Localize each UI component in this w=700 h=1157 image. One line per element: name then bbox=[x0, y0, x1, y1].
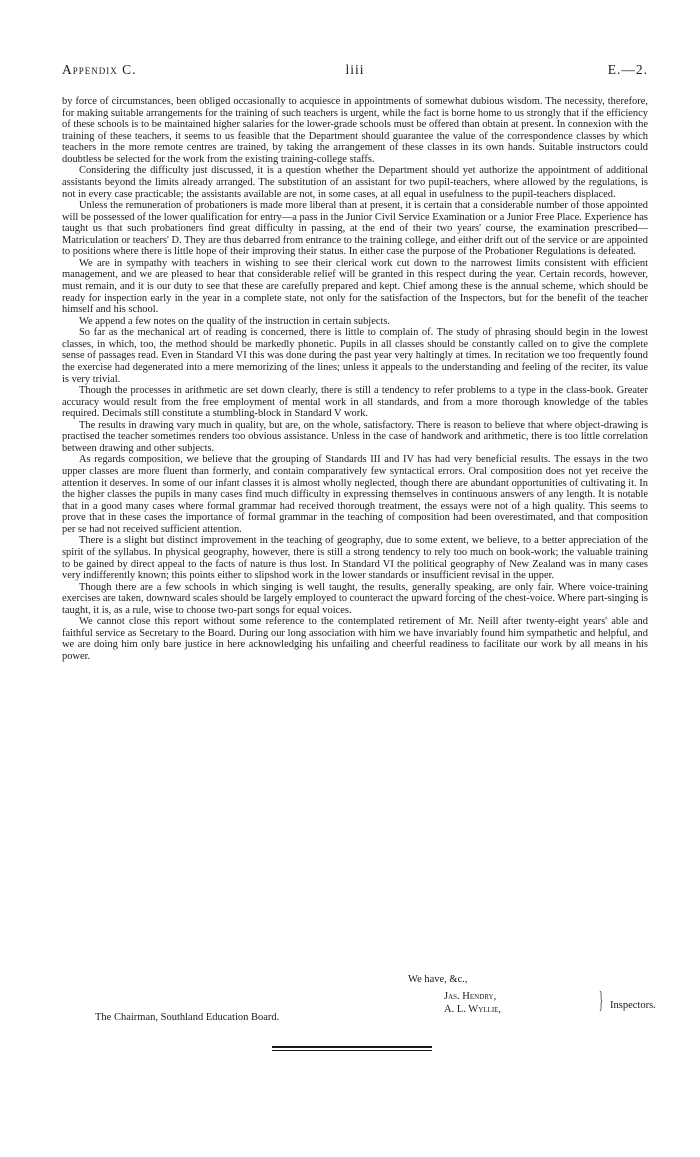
signature-block bbox=[444, 990, 501, 1016]
paragraph: Though there are a few schools in which singing is well taught, the results, generally speaking, are only fair. Where voice-training exercises are taken, downward scales should be largely employed to counteract the upward forcing of the chest-voice. Where part-singing is taught, it is, as a rule, wise to choose two-part songs for equal voices. bbox=[62, 581, 648, 616]
paragraph: We are in sympathy with teachers in wishing to see their clerical work cut down to the narrowest limits consistent with efficient management, and we are pleased to hear that considerable relief will be granted in this respect during the year. Certain records, however, must remain, and it is our duty to see that these are carefully prepared and kept. Chief among these is the annual scheme, which should be ready for inspection early in the year in a complete state, not only for the satisfaction of the Inspectors, but for the benefit of the teacher himself and his school. bbox=[62, 257, 648, 316]
addressee: The Chairman, Southland Education Board. bbox=[95, 1012, 280, 1023]
paragraph: The results in drawing vary much in quality, but are, on the whole, satisfactory. There is reason to believe that where object-drawing is practised the teacher sometimes renders too obvious assistance. Unless in the case of handwork and arithmetic, there is too little correlation between drawing and other subjects. bbox=[62, 419, 648, 454]
end-rule bbox=[272, 1050, 432, 1051]
paragraph: Considering the difficulty just discussed, it is a question whether the Department should yet authorize the appointment of additional assistants beyond the limits already arranged. The substitution of an assistant for two pupil-teachers, where allowed by the regulations, is not in every case practicable; the assistants available are not, in some cases, at all equal in usefulness to the pupil-teachers displaced. bbox=[62, 165, 648, 200]
brace-icon: } bbox=[599, 988, 604, 1014]
paragraph: We cannot close this report without some reference to the contemplated retirement of Mr. Neill after twenty-eight years' able and faithful service as Secretary to the Board. During our long association with him we have invariably found him sympathetic and helpful, and we are doing him only bare justice in here acknowledging his unfailing and cheerful readiness to facilitate our work by all means in his power. bbox=[62, 616, 648, 662]
end-rule bbox=[272, 1046, 432, 1048]
document-code: E.—2. bbox=[607, 62, 648, 77]
signatory-name: Jas. Hendry, bbox=[444, 991, 497, 1002]
paragraph: We append a few notes on the quality of the instruction in certain subjects. bbox=[79, 315, 391, 327]
paragraph: Though the processes in arithmetic are set down clearly, there is still a tendency to refer problems to a type in the class-book. Greater accuracy would result from the free employment of mental work in all standards, and from a more thorough knowledge of the tables required. Decimals still constitute a stumbling-block in Standard V work. bbox=[62, 385, 648, 420]
paragraph: Unless the remuneration of probationers is made more liberal than at present, it is certain that a considerable number of those appointed will be possessed of the lower qualification for entry—a pass in the Junior Civil Service Examination or a Junior Free Place. Experience has taught us that such probationers find great difficulty in passing, at the end of their two years' course, the examination prescribed—Matriculation or teachers' D. They are thus debarred from entrance to the training college, and either drift out of the service or are appointed to positions where there is little hope of their improving their status. In either case the purpose of the Probationer Regulations is defeated. bbox=[62, 200, 648, 258]
page-number: liii bbox=[345, 62, 365, 77]
salutation-close: We have, &c., bbox=[408, 974, 468, 985]
running-header bbox=[62, 62, 648, 78]
signatory-name: A. L. Wyllie, bbox=[444, 1004, 502, 1015]
paragraph: As regards composition, we believe that the grouping of Standards III and IV has had very beneficial results. The essays in the two upper classes are more fluent than formerly, and contain comparatively few syntactical errors. Oral composition does not yet receive the attention it deserves. In some of our infant classes it is almost wholly neglected, though there are abundant opportunities of cultivating it. In the higher classes the pupils in many cases find much difficulty in expressing themselves in continuous answers of any length. It is notable that in a good many cases where formal grammar had received thorough treatment, the essays were not of a high quality. This seems to prove that in these cases the importance of formal grammar in the teaching of composition had been overestimated, and that composition per se had not received sufficient attention. bbox=[62, 454, 648, 535]
paragraph: So far as the mechanical art of reading is concerned, there is little to complain of. The study of phrasing should begin in the lowest classes, in which, too, the method should be markedly phonetic. Pupils in all classes should be constantly called on to give the complete sense of passages read. Even in Standard VI this was done during the past year very haltingly at times. In recitation we too frequently found the exercise had degenerated into a mere memorizing of the lines; unless it appeals to the understanding and feeling of the reciter, its value is very trivial. bbox=[62, 327, 648, 385]
paragraph: by force of circumstances, been obliged occasionally to acquiesce in appointments of somewhat dubious wisdom. The necessity, therefore, for making suitable arrangements for the training of such teachers is urgent, while the fact is borne home to us strongly that if the efficiency of these schools is to be maintained higher salaries for the lower-grade schools must be offered than obtain at present. In connexion with the training of these teachers, it seems to us feasible that the Department should guarantee the value of the correspondence classes by which teachers in the more remote centres are trained, by taking the arrangement of these classes in its own hands. Suitable instructors could doubtless be selected for the work from the existing training-college staffs. bbox=[62, 96, 648, 165]
report-body bbox=[62, 96, 648, 663]
signatory-role: Inspectors. bbox=[610, 1000, 656, 1011]
appendix-label: Appendix C. bbox=[62, 62, 137, 77]
paragraph: There is a slight but distinct improvement in the teaching of geography, due to some extent, we believe, to a better appreciation of the spirit of the syllabus. In physical geography, however, there is still a strong tendency to rely too much on book-work; the valuable training to be gained by direct appeal to the facts of nature is thus lost. In Standard VI the political geography of New Zealand was in many cases very indifferently known; this points either to slipshod work in the lower standards or insufficient revisal in the upper. bbox=[62, 535, 648, 582]
